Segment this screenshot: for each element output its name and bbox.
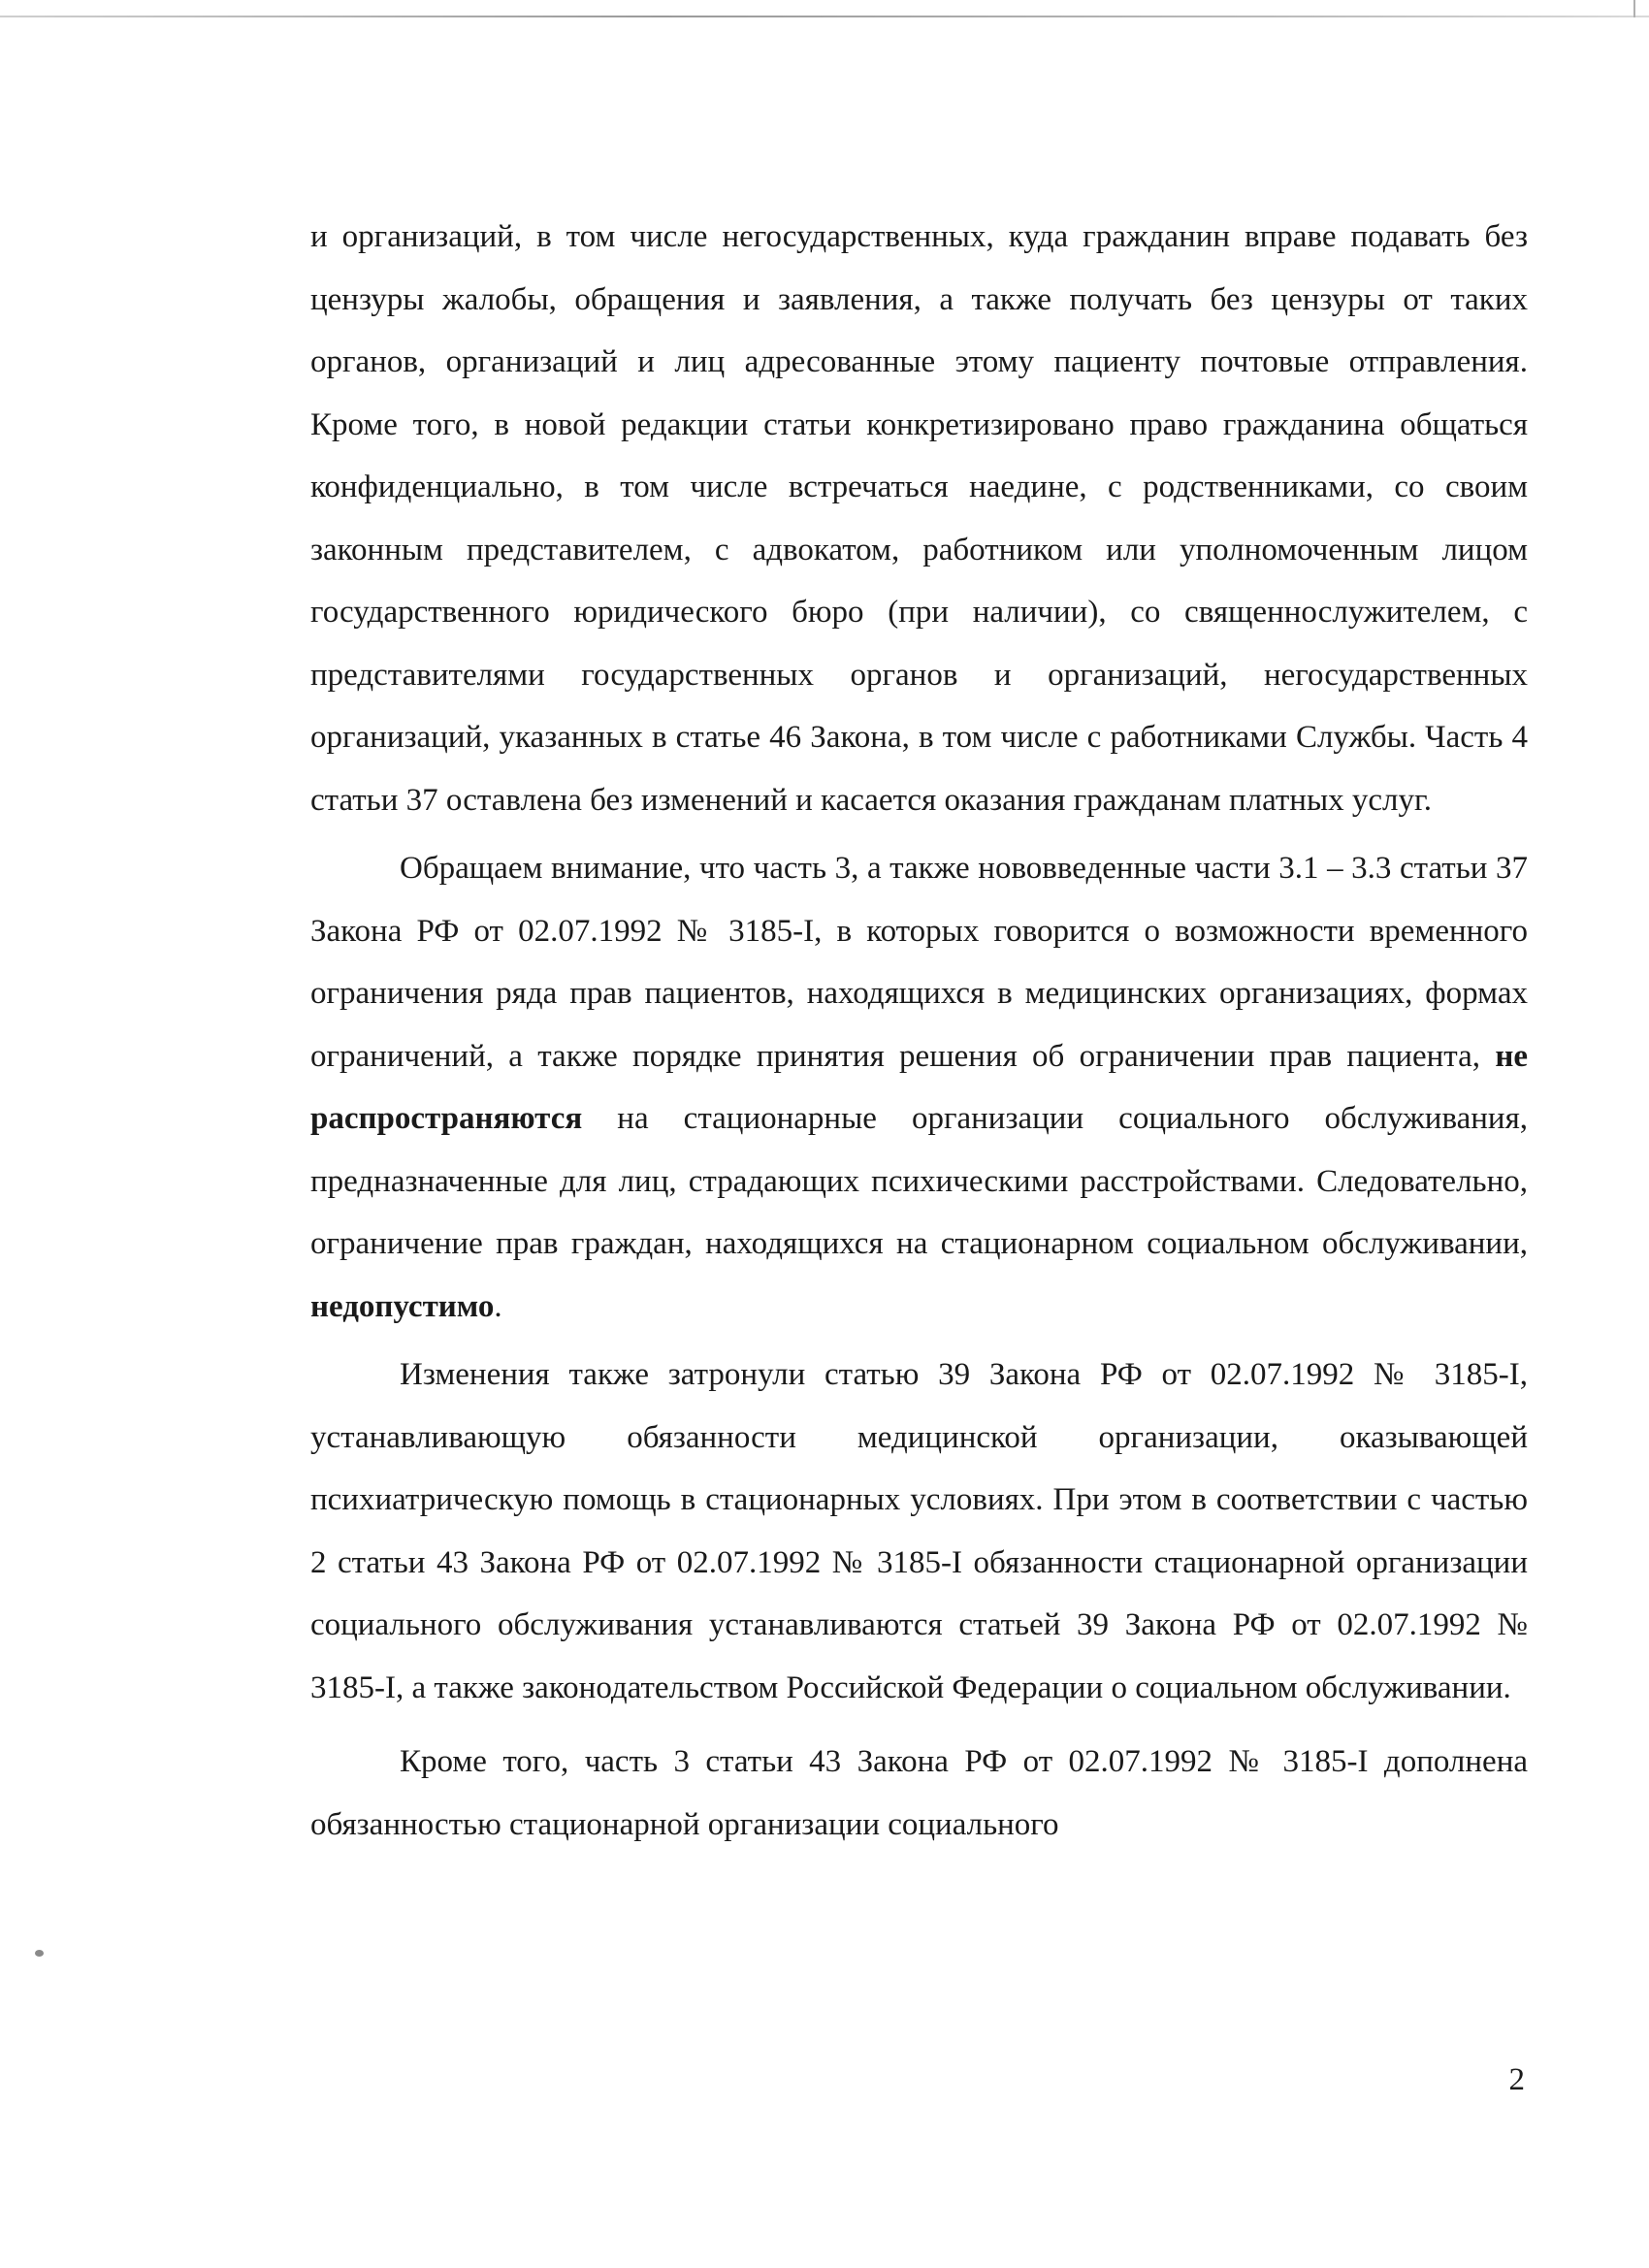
paragraph-text: Обращаем внимание, что часть 3, а также нововведенные части 3.1 – 3.3 статьи 37 Закона РФ от 02.07.1992 № 3185-I, в которых говорится о возможности временного ограничения ряда прав пациентов, находящихся в медицинских организациях, формах ограничений, а также порядке принятия решения об ограничении прав пациента,: [310, 851, 1528, 1074]
paragraph-article-43: Кроме того, часть 3 статьи 43 Закона РФ от 02.07.1992 № 3185-I дополнена обязанностью стационарной организации социального: [310, 1744, 1528, 1842]
paragraph-text: .: [494, 1288, 502, 1324]
document-body: [310, 206, 1528, 1856]
scan-top-border-line: [0, 16, 1649, 17]
paragraph-text: на стационарные организации социального обслуживания, предназначенные для лиц, страдающих психическими расстройствами. Следовательно, ограничение прав граждан, находящихся на стационарном социальном обслуживании,: [310, 1101, 1528, 1261]
paragraph-continuation: и организаций, в том числе негосударственных, куда гражданин вправе подавать без цензуры жалобы, обращения и заявления, а также получать без цензуры от таких органов, организаций и лиц адресованные этому пациенту почтовые отправления. Кроме того, в новой редакции статьи конкретизировано право гражданина общаться конфиденциально, в том числе встречаться наедине, с родственниками, со своим законным представителем, с адвокатом, работником или уполномоченным лицом государственного юридического бюро (при наличии), со священнослужителем, с представителями государственных органов и организаций, негосударственных организаций, указанных в статье 46 Закона, в том числе с работниками Службы. Часть 4 статьи 37 оставлена без изменений и касается оказания гражданам платных услуг.: [310, 219, 1528, 818]
emphasis-inadmissible: недопустимо: [310, 1288, 495, 1324]
page-number: 2: [1508, 2062, 1525, 2097]
emphasis-not-applicable: не распространяются: [310, 1038, 1528, 1136]
scan-corner-mark: [1633, 0, 1635, 17]
scan-speck: [35, 1950, 44, 1957]
paragraph-rights-restriction: [310, 837, 1528, 1338]
paragraph-article-39: Изменения также затронули статью 39 Закона РФ от 02.07.1992 № 3185-I, устанавливающую обязанности медицинской организации, оказывающей психиатрическую помощь в стационарных условиях. При этом в соответствии с частью 2 статьи 43 Закона РФ от 02.07.1992 № 3185-I обязанности стационарной организации социального обслуживания устанавливаются статьей 39 Закона РФ от 02.07.1992 № 3185-I, а также законодательством Российской Федерации о социальном обслуживании.: [310, 1357, 1528, 1705]
